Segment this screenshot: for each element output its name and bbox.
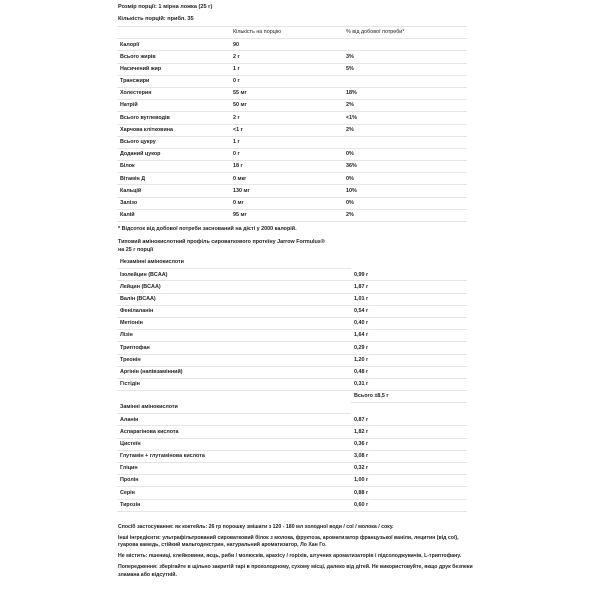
nutrient-name: Калій [117, 209, 230, 221]
amino-name: Ізолейцин (BCAA) [117, 269, 351, 281]
amino-row [117, 305, 467, 317]
amino-name: Треонін [117, 354, 351, 366]
warning-text: Попередження: зберігайте в щільно закритій тарі в прохолодному, сухому місці, далеко від дітей. Не використовуйте, якщо друк безпеки зламана або відсутній. [118, 564, 473, 578]
amino-name: Фенілаланін [117, 305, 351, 317]
nutrient-amount: 0 мг [230, 197, 343, 209]
amino-row [117, 450, 467, 462]
nutrient-dv: 18% [343, 87, 467, 99]
essential-amino-table [117, 257, 467, 403]
amino-value: 0,87 г [351, 414, 467, 426]
nutrient-name: Всього жирів [117, 51, 230, 63]
amino-value: 1,64 г [351, 330, 467, 342]
nutrient-dv: 0% [343, 173, 467, 185]
essential-total: Всього ±8,5 г [351, 391, 467, 403]
nutrition-facts-table [117, 26, 467, 222]
amino-row [117, 342, 467, 354]
nutrition-header-blank [117, 27, 230, 39]
nutrient-dv: 10% [343, 185, 467, 197]
free-from-text: Не містить: пшениці, клейковини, яєць, риби / молюсків, арахісу / горіхів, штучних ароматизаторів і підсолоджувачів, L-триптофану. [118, 553, 462, 560]
amino-value: 3,08 г [351, 450, 467, 462]
amino-value: 0,40 г [351, 317, 467, 329]
nutrient-dv: 2% [343, 209, 467, 221]
amino-name: Серін [117, 487, 351, 499]
blank-cell [117, 391, 351, 403]
amino-name: Пролін [117, 475, 351, 487]
nutrition-row [117, 148, 467, 160]
amino-name: Триптофан [117, 342, 351, 354]
amino-row [117, 475, 467, 487]
essential-heading-row [117, 257, 467, 269]
blank-cell [351, 257, 467, 269]
amino-value: 1,01 г [351, 293, 467, 305]
amino-row [117, 366, 467, 378]
nutrient-dv: 3% [343, 51, 467, 63]
amino-row [117, 269, 467, 281]
amino-value: 0,48 г [351, 366, 467, 378]
nonessential-heading-row [117, 402, 467, 414]
amino-profile-title [118, 238, 338, 254]
nutrient-name: Залізо [117, 197, 230, 209]
amino-row [117, 293, 467, 305]
amino-row [117, 499, 467, 511]
amino-row [117, 281, 467, 293]
nutrient-name: Вітамін Д [117, 173, 230, 185]
amino-row [117, 378, 467, 390]
nutrition-row [117, 161, 467, 173]
nutrient-name: Доданий цукор [117, 148, 230, 160]
nutrient-name: Трансжири [117, 75, 230, 87]
nutrient-name: Харчова клітковина [117, 124, 230, 136]
usage-text: Спосіб застосування: як коктейль: 26 гр порошку змішати з 120 - 180 мл холодної води / сої / молока / соку. [118, 524, 394, 530]
ingredients-text: Інші інгредієнти: ультрафільтрований сироватковий білок з молока, фруктоза, ароматизатор французької ваніли, лецитин (від сої), гуарова камедь, стійкий мальтодекстрин, натуральний ароматизатор, Ло Хан Го. [118, 535, 459, 549]
nutrition-row [117, 112, 467, 124]
nutrition-row [117, 87, 467, 99]
amino-row [117, 354, 467, 366]
nutrient-name: Кальцій [117, 185, 230, 197]
amino-row [117, 438, 467, 450]
amino-row [117, 426, 467, 438]
amino-name: Лейцин (BCAA) [117, 281, 351, 293]
amino-row [117, 330, 467, 342]
nutrient-dv: <1% [343, 112, 467, 124]
nutrient-amount: 0 г [230, 75, 343, 87]
amino-name: Аланін [117, 414, 351, 426]
amino-value: 0,60 г [351, 499, 467, 511]
amino-name: Цистеїн [117, 438, 351, 450]
nutrient-dv [343, 136, 467, 148]
nutrition-row [117, 75, 467, 87]
servings-per-container: Кількість порцій: прибл. 35 [118, 15, 194, 22]
nutrient-amount: 1 г [230, 63, 343, 75]
amino-row [117, 317, 467, 329]
nutrition-row [117, 39, 467, 51]
amino-name: Аргінін (напівзамінний) [117, 366, 351, 378]
nutrition-row [117, 197, 467, 209]
product-notes [118, 524, 478, 583]
amino-value: 0,54 г [351, 305, 467, 317]
nutrition-row [117, 100, 467, 112]
nutrition-header-dv: % від добової потреби* [343, 27, 467, 39]
nutrient-amount: 1 г [230, 136, 343, 148]
amino-row [117, 487, 467, 499]
amino-name: Аспарагінова кислота [117, 426, 351, 438]
nutrient-dv [343, 39, 467, 51]
amino-name: Валін (BCAA) [117, 293, 351, 305]
nutrient-name: Калорії [117, 39, 230, 51]
nutrient-amount: 50 мг [230, 100, 343, 112]
nutrient-name: Холестерин [117, 87, 230, 99]
nutrition-header-row [117, 27, 467, 39]
nutrition-row [117, 63, 467, 75]
amino-name: Гліцин [117, 462, 351, 474]
nutrient-amount: 2 г [230, 51, 343, 63]
nutrient-amount: 55 мг [230, 87, 343, 99]
nonessential-heading: Замінні амінокислоти [117, 402, 351, 414]
nutrient-dv: 5% [343, 63, 467, 75]
amino-value: 1,82 г [351, 426, 467, 438]
nutrient-dv [343, 75, 467, 87]
amino-name: Лізін [117, 330, 351, 342]
nutrient-name: Всього вуглеводів [117, 112, 230, 124]
amino-value: 1,87 г [351, 281, 467, 293]
amino-title-line2: на 25 г порції [118, 247, 154, 253]
amino-row [117, 414, 467, 426]
amino-title-line1: Типовий амінокислотний профіль сироваткового протеїну Jarrow Formulus® [118, 239, 325, 245]
nutrient-amount: 0 г [230, 148, 343, 160]
nutrient-amount: 90 [230, 39, 343, 51]
amino-value: 0,31 г [351, 378, 467, 390]
nutrient-name: Всього цукру [117, 136, 230, 148]
nutrition-row [117, 173, 467, 185]
nutrient-dv: 0% [343, 148, 467, 160]
nutrition-row [117, 51, 467, 63]
amino-value: 0,99 г [351, 269, 467, 281]
nutrient-name: Насичений жир [117, 63, 230, 75]
nutrition-row [117, 185, 467, 197]
nutrient-name: Натрій [117, 100, 230, 112]
amino-value: 0,88 г [351, 487, 467, 499]
amino-row [117, 462, 467, 474]
amino-value: 0,36 г [351, 438, 467, 450]
amino-value: 1,20 г [351, 354, 467, 366]
nutrient-dv: 2% [343, 100, 467, 112]
nonessential-amino-table [117, 402, 467, 512]
essential-total-row [117, 391, 467, 403]
amino-value: 0,32 г [351, 462, 467, 474]
nutrient-dv: 36% [343, 161, 467, 173]
nutrient-dv: 2% [343, 124, 467, 136]
nutrition-row [117, 124, 467, 136]
amino-name: Тирозін [117, 499, 351, 511]
nutrient-amount: <1 г [230, 124, 343, 136]
amino-value: 1,00 г [351, 475, 467, 487]
essential-heading: Незамінні амінокислоти [117, 257, 351, 269]
amino-name: Гістідін [117, 378, 351, 390]
nutrient-amount: 2 г [230, 112, 343, 124]
amino-value: 0,29 г [351, 342, 467, 354]
serving-size: Розмір порції: 1 мірна ложка (25 г) [118, 3, 213, 10]
amino-name: Метіонін [117, 317, 351, 329]
amino-name: Глутамін + глутамінова кислота [117, 450, 351, 462]
nutrient-amount: 18 г [230, 161, 343, 173]
nutrient-amount: 130 мг [230, 185, 343, 197]
nutrition-header-amount: Кількість на порцію [230, 27, 343, 39]
nutrition-row [117, 209, 467, 221]
nutrient-amount: 0 мкг [230, 173, 343, 185]
nutrient-dv: 0% [343, 197, 467, 209]
blank-cell [351, 402, 467, 414]
nutrient-name: Білок [117, 161, 230, 173]
nutrition-row [117, 136, 467, 148]
nutrient-amount: 95 мг [230, 209, 343, 221]
daily-value-footnote: * Відсоток від добової потреби заснований на дієті у 2000 калорій. [118, 226, 297, 232]
